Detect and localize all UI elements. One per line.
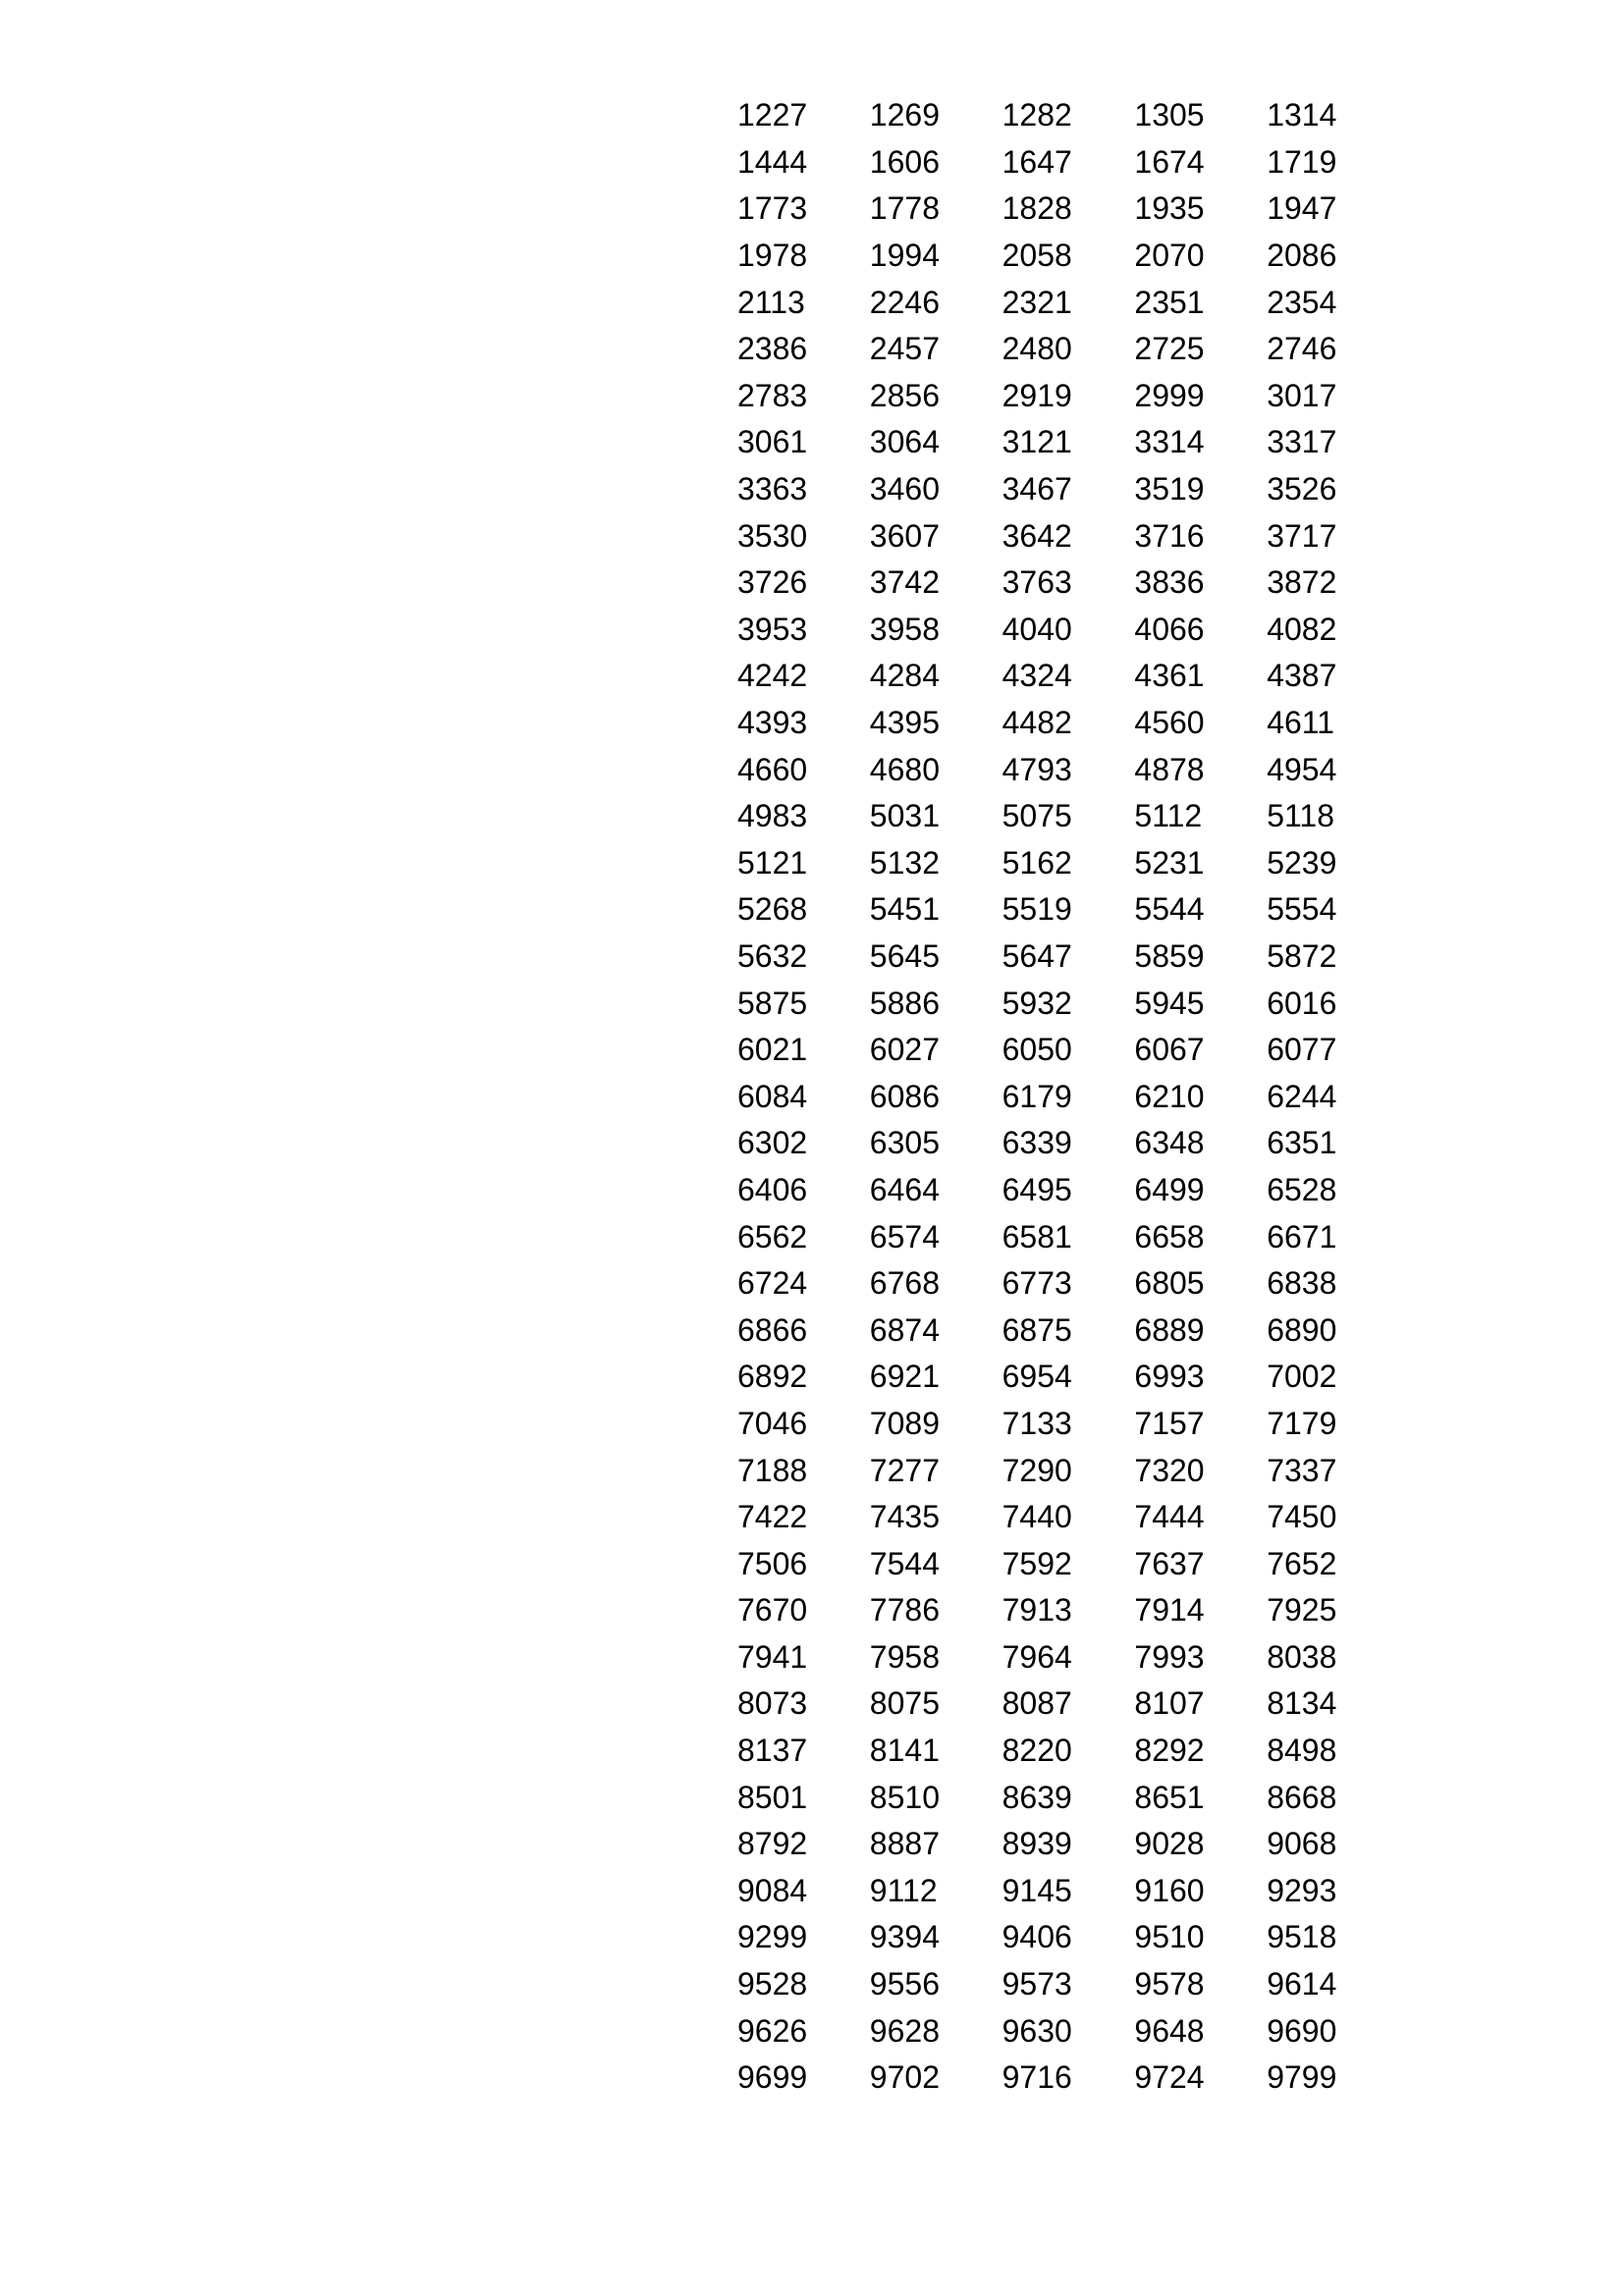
number-cell: 3530 bbox=[737, 517, 808, 554]
number-cell: 8087 bbox=[1001, 1685, 1072, 1722]
number-cell: 6339 bbox=[1001, 1125, 1072, 1161]
number-cell: 3872 bbox=[1267, 564, 1337, 601]
number-cell: 5268 bbox=[737, 891, 808, 928]
number-cell: 9084 bbox=[737, 1872, 808, 1908]
number-cell: 3519 bbox=[1134, 471, 1205, 507]
number-cell: 9145 bbox=[1001, 1872, 1072, 1908]
table-row bbox=[737, 1587, 1399, 1634]
number-cell: 5132 bbox=[869, 844, 940, 881]
number-cell: 7670 bbox=[737, 1592, 808, 1629]
table-row bbox=[737, 1867, 1399, 1914]
number-cell: 9648 bbox=[1134, 2012, 1205, 2049]
number-cell: 7422 bbox=[737, 1499, 808, 1535]
number-cell: 1994 bbox=[869, 238, 940, 274]
number-cell: 6348 bbox=[1134, 1125, 1205, 1161]
table-row bbox=[737, 1073, 1399, 1120]
number-cell: 1674 bbox=[1134, 143, 1205, 180]
number-cell: 8073 bbox=[737, 1685, 808, 1722]
number-cell: 2783 bbox=[737, 377, 808, 413]
table-row bbox=[737, 980, 1399, 1027]
number-cell: 7914 bbox=[1134, 1592, 1205, 1629]
number-cell: 9630 bbox=[1001, 2012, 1072, 2049]
number-cell: 7188 bbox=[737, 1452, 808, 1488]
number-cell: 1719 bbox=[1267, 143, 1337, 180]
number-cell: 4660 bbox=[737, 751, 808, 787]
number-cell: 3642 bbox=[1001, 517, 1072, 554]
table-row bbox=[737, 512, 1399, 560]
table-row bbox=[737, 653, 1399, 700]
number-cell: 5118 bbox=[1267, 798, 1334, 834]
number-cell: 6179 bbox=[1001, 1078, 1072, 1114]
number-cell: 3953 bbox=[737, 611, 808, 647]
number-cell: 6768 bbox=[869, 1265, 940, 1302]
number-cell: 7958 bbox=[869, 1638, 940, 1675]
number-cell: 7046 bbox=[737, 1405, 808, 1441]
number-cell: 6838 bbox=[1267, 1265, 1337, 1302]
number-cell: 3121 bbox=[1001, 424, 1072, 460]
number-cell: 1314 bbox=[1267, 97, 1337, 133]
number-cell: 1269 bbox=[869, 97, 940, 133]
number-cell: 2457 bbox=[869, 331, 940, 367]
number-cell: 4082 bbox=[1267, 611, 1337, 647]
number-cell: 3716 bbox=[1134, 517, 1205, 554]
table-row bbox=[737, 92, 1399, 139]
number-cell: 1305 bbox=[1134, 97, 1205, 133]
number-cell: 6773 bbox=[1001, 1265, 1072, 1302]
number-cell: 6016 bbox=[1267, 985, 1337, 1021]
number-cell: 9293 bbox=[1267, 1872, 1337, 1908]
table-row bbox=[737, 232, 1399, 279]
number-cell: 8141 bbox=[869, 1733, 940, 1769]
table-row bbox=[737, 1026, 1399, 1073]
table-row bbox=[737, 1960, 1399, 2007]
number-cell: 2386 bbox=[737, 331, 808, 367]
number-cell: 4387 bbox=[1267, 658, 1337, 694]
number-cell: 1444 bbox=[737, 143, 808, 180]
number-cell: 7179 bbox=[1267, 1405, 1337, 1441]
number-cell: 7320 bbox=[1134, 1452, 1205, 1488]
number-cell: 6562 bbox=[737, 1218, 808, 1255]
number-cell: 1828 bbox=[1001, 190, 1072, 227]
table-row bbox=[737, 886, 1399, 934]
table-row bbox=[737, 699, 1399, 746]
number-cell: 8038 bbox=[1267, 1638, 1337, 1675]
number-cell: 7592 bbox=[1001, 1545, 1072, 1581]
number-cell: 8501 bbox=[737, 1779, 808, 1815]
number-cell: 8137 bbox=[737, 1733, 808, 1769]
number-cell: 7925 bbox=[1267, 1592, 1337, 1629]
number-cell: 7277 bbox=[869, 1452, 940, 1488]
number-cell: 5231 bbox=[1134, 844, 1205, 881]
number-cell: 5632 bbox=[737, 937, 808, 974]
number-cell: 9112 bbox=[869, 1872, 938, 1908]
number-cell: 5031 bbox=[869, 798, 940, 834]
number-cell: 8887 bbox=[869, 1826, 940, 1862]
number-cell: 3526 bbox=[1267, 471, 1337, 507]
number-cell: 7133 bbox=[1001, 1405, 1072, 1441]
number-cell: 6406 bbox=[737, 1171, 808, 1207]
number-cell: 7652 bbox=[1267, 1545, 1337, 1581]
number-cell: 6921 bbox=[869, 1359, 940, 1395]
number-cell: 4954 bbox=[1267, 751, 1337, 787]
number-cell: 3763 bbox=[1001, 564, 1072, 601]
number-cell: 9614 bbox=[1267, 1966, 1337, 2002]
number-cell: 9299 bbox=[737, 1919, 808, 1955]
number-cell: 9626 bbox=[737, 2012, 808, 2049]
number-cell: 4066 bbox=[1134, 611, 1205, 647]
table-row bbox=[737, 1354, 1399, 1401]
table-row bbox=[737, 186, 1399, 233]
number-cell: 6027 bbox=[869, 1032, 940, 1068]
table-row bbox=[737, 1400, 1399, 1447]
table-row bbox=[737, 1120, 1399, 1167]
number-cell: 2919 bbox=[1001, 377, 1072, 413]
number-cell: 2354 bbox=[1267, 284, 1337, 320]
number-cell: 2086 bbox=[1267, 238, 1337, 274]
table-row bbox=[737, 1633, 1399, 1681]
number-cell: 9394 bbox=[869, 1919, 940, 1955]
table-row bbox=[737, 606, 1399, 653]
number-cell: 9628 bbox=[869, 2012, 940, 2049]
number-cell: 6805 bbox=[1134, 1265, 1205, 1302]
number-cell: 4324 bbox=[1001, 658, 1072, 694]
number-cell: 7993 bbox=[1134, 1638, 1205, 1675]
number-cell: 9068 bbox=[1267, 1826, 1337, 1862]
number-cell: 3064 bbox=[869, 424, 940, 460]
number-cell: 8134 bbox=[1267, 1685, 1337, 1722]
number-cell: 2058 bbox=[1001, 238, 1072, 274]
table-row bbox=[737, 933, 1399, 980]
number-cell: 7444 bbox=[1134, 1499, 1205, 1535]
table-row bbox=[737, 839, 1399, 886]
number-cell: 5162 bbox=[1001, 844, 1072, 881]
number-cell: 6954 bbox=[1001, 1359, 1072, 1395]
number-cell: 3314 bbox=[1134, 424, 1205, 460]
table-row bbox=[737, 1447, 1399, 1494]
number-cell: 5239 bbox=[1267, 844, 1337, 881]
number-cell: 5932 bbox=[1001, 985, 1072, 1021]
number-cell: 2725 bbox=[1134, 331, 1205, 367]
number-cell: 9406 bbox=[1001, 1919, 1072, 1955]
table-row bbox=[737, 746, 1399, 793]
number-cell: 6671 bbox=[1267, 1218, 1337, 1255]
table-row bbox=[737, 325, 1399, 372]
number-cell: 1935 bbox=[1134, 190, 1205, 227]
number-cell: 3061 bbox=[737, 424, 808, 460]
number-cell: 9690 bbox=[1267, 2012, 1337, 2049]
number-cell: 4878 bbox=[1134, 751, 1205, 787]
number-cell: 4793 bbox=[1001, 751, 1072, 787]
number-cell: 7157 bbox=[1134, 1405, 1205, 1441]
number-cell: 6574 bbox=[869, 1218, 940, 1255]
number-cell: 5647 bbox=[1001, 937, 1072, 974]
table-row bbox=[737, 1727, 1399, 1774]
table-row bbox=[737, 2054, 1399, 2101]
number-cell: 1647 bbox=[1001, 143, 1072, 180]
number-cell: 3607 bbox=[869, 517, 940, 554]
number-cell: 1947 bbox=[1267, 190, 1337, 227]
table-row bbox=[737, 1493, 1399, 1540]
number-cell: 4482 bbox=[1001, 705, 1072, 741]
table-row bbox=[737, 279, 1399, 326]
number-cell: 7290 bbox=[1001, 1452, 1072, 1488]
number-cell: 6086 bbox=[869, 1078, 940, 1114]
number-cell: 7913 bbox=[1001, 1592, 1072, 1629]
number-cell: 2321 bbox=[1001, 284, 1072, 320]
table-row bbox=[737, 1213, 1399, 1260]
number-cell: 7337 bbox=[1267, 1452, 1337, 1488]
number-cell: 6084 bbox=[737, 1078, 808, 1114]
table-row bbox=[737, 1681, 1399, 1728]
number-cell: 9028 bbox=[1134, 1826, 1205, 1862]
number-cell: 3836 bbox=[1134, 564, 1205, 601]
number-cell: 8668 bbox=[1267, 1779, 1337, 1815]
number-cell: 5886 bbox=[869, 985, 940, 1021]
number-cell: 9716 bbox=[1001, 2059, 1072, 2096]
number-cell: 5075 bbox=[1001, 798, 1072, 834]
number-cell: 6021 bbox=[737, 1032, 808, 1068]
number-cell: 5451 bbox=[869, 891, 940, 928]
number-cell: 8792 bbox=[737, 1826, 808, 1862]
number-cell: 6351 bbox=[1267, 1125, 1337, 1161]
number-cell: 9573 bbox=[1001, 1966, 1072, 2002]
number-cell: 6210 bbox=[1134, 1078, 1205, 1114]
number-cell: 4611 bbox=[1267, 705, 1334, 741]
number-cell: 8075 bbox=[869, 1685, 940, 1722]
number-cell: 6077 bbox=[1267, 1032, 1337, 1068]
table-row bbox=[737, 419, 1399, 466]
number-cell: 4242 bbox=[737, 658, 808, 694]
number-cell: 4393 bbox=[737, 705, 808, 741]
number-cell: 2070 bbox=[1134, 238, 1205, 274]
number-cell: 6724 bbox=[737, 1265, 808, 1302]
number-cell: 6993 bbox=[1134, 1359, 1205, 1395]
number-cell: 4560 bbox=[1134, 705, 1205, 741]
number-cell: 9510 bbox=[1134, 1919, 1205, 1955]
number-cell: 1778 bbox=[869, 190, 940, 227]
number-cell: 6305 bbox=[869, 1125, 940, 1161]
number-cell: 9528 bbox=[737, 1966, 808, 2002]
table-row bbox=[737, 792, 1399, 839]
number-cell: 4284 bbox=[869, 658, 940, 694]
number-cell: 8939 bbox=[1001, 1826, 1072, 1862]
number-cell: 5872 bbox=[1267, 937, 1337, 974]
number-table bbox=[737, 92, 1399, 2102]
number-cell: 9160 bbox=[1134, 1872, 1205, 1908]
number-cell: 4983 bbox=[737, 798, 808, 834]
number-cell: 7964 bbox=[1001, 1638, 1072, 1675]
number-cell: 7506 bbox=[737, 1545, 808, 1581]
table-row bbox=[737, 138, 1399, 186]
number-cell: 2246 bbox=[869, 284, 940, 320]
number-cell: 4680 bbox=[869, 751, 940, 787]
number-cell: 6866 bbox=[737, 1311, 808, 1348]
number-cell: 6889 bbox=[1134, 1311, 1205, 1348]
table-row bbox=[737, 1540, 1399, 1587]
number-cell: 5945 bbox=[1134, 985, 1205, 1021]
number-cell: 1773 bbox=[737, 190, 808, 227]
table-row bbox=[737, 465, 1399, 512]
number-cell: 8651 bbox=[1134, 1779, 1205, 1815]
table-row bbox=[737, 2007, 1399, 2055]
table-row bbox=[737, 372, 1399, 419]
number-cell: 7450 bbox=[1267, 1499, 1337, 1535]
number-cell: 3717 bbox=[1267, 517, 1337, 554]
number-cell: 8292 bbox=[1134, 1733, 1205, 1769]
number-cell: 9518 bbox=[1267, 1919, 1337, 1955]
number-cell: 9556 bbox=[869, 1966, 940, 2002]
number-cell: 9724 bbox=[1134, 2059, 1205, 2096]
number-cell: 5519 bbox=[1001, 891, 1072, 928]
number-cell: 2113 bbox=[737, 284, 805, 320]
number-cell: 2856 bbox=[869, 377, 940, 413]
number-cell: 8639 bbox=[1001, 1779, 1072, 1815]
number-cell: 9578 bbox=[1134, 1966, 1205, 2002]
number-cell: 2480 bbox=[1001, 331, 1072, 367]
number-cell: 8107 bbox=[1134, 1685, 1205, 1722]
number-cell: 7637 bbox=[1134, 1545, 1205, 1581]
number-cell: 9699 bbox=[737, 2059, 808, 2096]
number-cell: 6244 bbox=[1267, 1078, 1337, 1114]
table-row bbox=[737, 1307, 1399, 1354]
number-cell: 8220 bbox=[1001, 1733, 1072, 1769]
number-cell: 8510 bbox=[869, 1779, 940, 1815]
number-cell: 1606 bbox=[869, 143, 940, 180]
number-cell: 3958 bbox=[869, 611, 940, 647]
number-cell: 6658 bbox=[1134, 1218, 1205, 1255]
table-row bbox=[737, 559, 1399, 606]
number-cell: 3726 bbox=[737, 564, 808, 601]
number-cell: 5859 bbox=[1134, 937, 1205, 974]
number-cell: 7941 bbox=[737, 1638, 808, 1675]
number-cell: 6875 bbox=[1001, 1311, 1072, 1348]
number-cell: 1227 bbox=[737, 97, 808, 133]
number-cell: 2999 bbox=[1134, 377, 1205, 413]
number-cell: 7089 bbox=[869, 1405, 940, 1441]
number-cell: 7440 bbox=[1001, 1499, 1072, 1535]
table-row bbox=[737, 1166, 1399, 1213]
number-cell: 3317 bbox=[1267, 424, 1337, 460]
number-cell: 6874 bbox=[869, 1311, 940, 1348]
number-cell: 5645 bbox=[869, 937, 940, 974]
number-cell: 3467 bbox=[1001, 471, 1072, 507]
number-cell: 1978 bbox=[737, 238, 808, 274]
number-cell: 4395 bbox=[869, 705, 940, 741]
number-cell: 3363 bbox=[737, 471, 808, 507]
number-cell: 3742 bbox=[869, 564, 940, 601]
number-cell: 6464 bbox=[869, 1171, 940, 1207]
table-row bbox=[737, 1259, 1399, 1307]
number-cell: 7786 bbox=[869, 1592, 940, 1629]
number-cell: 2351 bbox=[1134, 284, 1205, 320]
number-cell: 9799 bbox=[1267, 2059, 1337, 2096]
number-cell: 6495 bbox=[1001, 1171, 1072, 1207]
number-cell: 6050 bbox=[1001, 1032, 1072, 1068]
number-cell: 6499 bbox=[1134, 1171, 1205, 1207]
number-cell: 5544 bbox=[1134, 891, 1205, 928]
number-cell: 1282 bbox=[1001, 97, 1072, 133]
number-cell: 2746 bbox=[1267, 331, 1337, 367]
number-cell: 4361 bbox=[1134, 658, 1205, 694]
number-cell: 6302 bbox=[737, 1125, 808, 1161]
number-cell: 6892 bbox=[737, 1359, 808, 1395]
table-row bbox=[737, 1914, 1399, 1961]
number-cell: 5875 bbox=[737, 985, 808, 1021]
table-row bbox=[737, 1774, 1399, 1821]
number-cell: 3460 bbox=[869, 471, 940, 507]
number-cell: 7435 bbox=[869, 1499, 940, 1535]
number-cell: 5112 bbox=[1134, 798, 1203, 834]
number-cell: 7544 bbox=[869, 1545, 940, 1581]
number-cell: 5554 bbox=[1267, 891, 1337, 928]
table-row bbox=[737, 1820, 1399, 1867]
number-cell: 6528 bbox=[1267, 1171, 1337, 1207]
number-cell: 8498 bbox=[1267, 1733, 1337, 1769]
number-cell: 7002 bbox=[1267, 1359, 1337, 1395]
number-cell: 6067 bbox=[1134, 1032, 1205, 1068]
number-cell: 6890 bbox=[1267, 1311, 1337, 1348]
number-cell: 3017 bbox=[1267, 377, 1337, 413]
number-cell: 5121 bbox=[737, 844, 808, 881]
number-cell: 6581 bbox=[1001, 1218, 1072, 1255]
number-cell: 4040 bbox=[1001, 611, 1072, 647]
number-cell: 9702 bbox=[869, 2059, 940, 2096]
